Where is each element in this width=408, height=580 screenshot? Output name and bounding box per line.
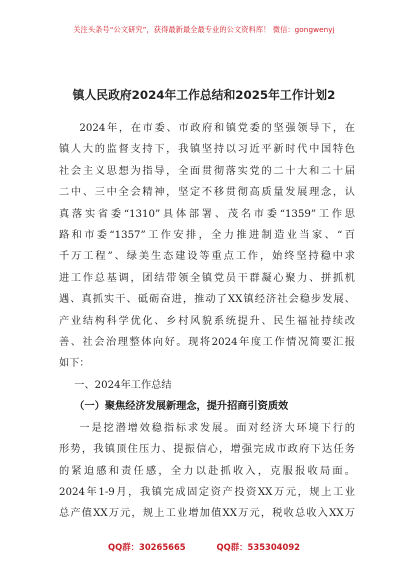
text-line: 遇、真抓实干、砥砺奋进，推动了XX镇经济社会稳步发展、 bbox=[59, 294, 355, 306]
paragraph-intro bbox=[59, 118, 355, 375]
qq-group-2: QQ群：535304092 bbox=[216, 542, 300, 552]
text-line: 2024年1-9月，我镇完成固定资产投资XX万元，规上工业 bbox=[59, 486, 355, 498]
qq-group-1: QQ群：30265665 bbox=[108, 542, 186, 552]
text-line: 一是挖潜增效稳指标求发展。面对经济大环境下行的 bbox=[79, 422, 355, 434]
text-line: 路和市委“1357”工作安排，全力推进制造业当家、“百 bbox=[59, 230, 355, 242]
text-line: 真落实省委“1310”具体部署、茂名市委“1359”工作思 bbox=[59, 208, 355, 220]
text-line: 二中、三中全会精神，坚定不移贯彻高质量发展理念，认 bbox=[59, 187, 355, 199]
text-line: 千万工程”、绿美生态建设等重点工作，始终坚持稳中求 bbox=[59, 251, 355, 263]
text-line: 善、社会治理整体向好。现将2024年度工作情况简要汇报 bbox=[59, 337, 355, 349]
section-heading: 一、2024年工作总结 bbox=[74, 379, 172, 391]
text-line: 的紧迫感和责任感，全力以赴抓收入，克服报收局面。 bbox=[59, 465, 355, 477]
text-line: 2024年，在市委、市政府和镇党委的坚强领导下，在 bbox=[79, 123, 355, 134]
text-line: 形势，我镇顶住压力、提振信心，增强完成市政府下达任务 bbox=[59, 444, 355, 456]
text-line: 进工作总基调，团结带领全镇党员干群凝心聚力、拼抓机 bbox=[59, 272, 355, 284]
subsection-heading: （一）聚焦经济发展新理念，提升招商引资质效 bbox=[74, 400, 289, 413]
document-body bbox=[59, 118, 355, 525]
footer-contact bbox=[0, 541, 408, 553]
text-line: 产业结构科学优化、乡村风貌系统提升、民生福祉持续改 bbox=[59, 315, 355, 327]
header-note: 关注头条号“公文研究”，获得最新最全最专业的公文资料库！ 微信：gongwenyj bbox=[73, 25, 335, 34]
page-title: 镇人民政府2024年工作总结和2025年工作计划2 bbox=[72, 88, 336, 102]
paragraph-economy bbox=[59, 418, 355, 525]
text-line: 总产值XX万元，规上工业增加值XX万元，税收总收入XX万 bbox=[59, 508, 355, 520]
text-line: 社会主义思想为指导，全面贯彻落实党的二十大和二十届 bbox=[59, 165, 355, 177]
text-line: 如下： bbox=[59, 358, 90, 370]
text-line: 镇人大的监督支持下，我镇坚持以习近平新时代中国特色 bbox=[59, 144, 355, 156]
